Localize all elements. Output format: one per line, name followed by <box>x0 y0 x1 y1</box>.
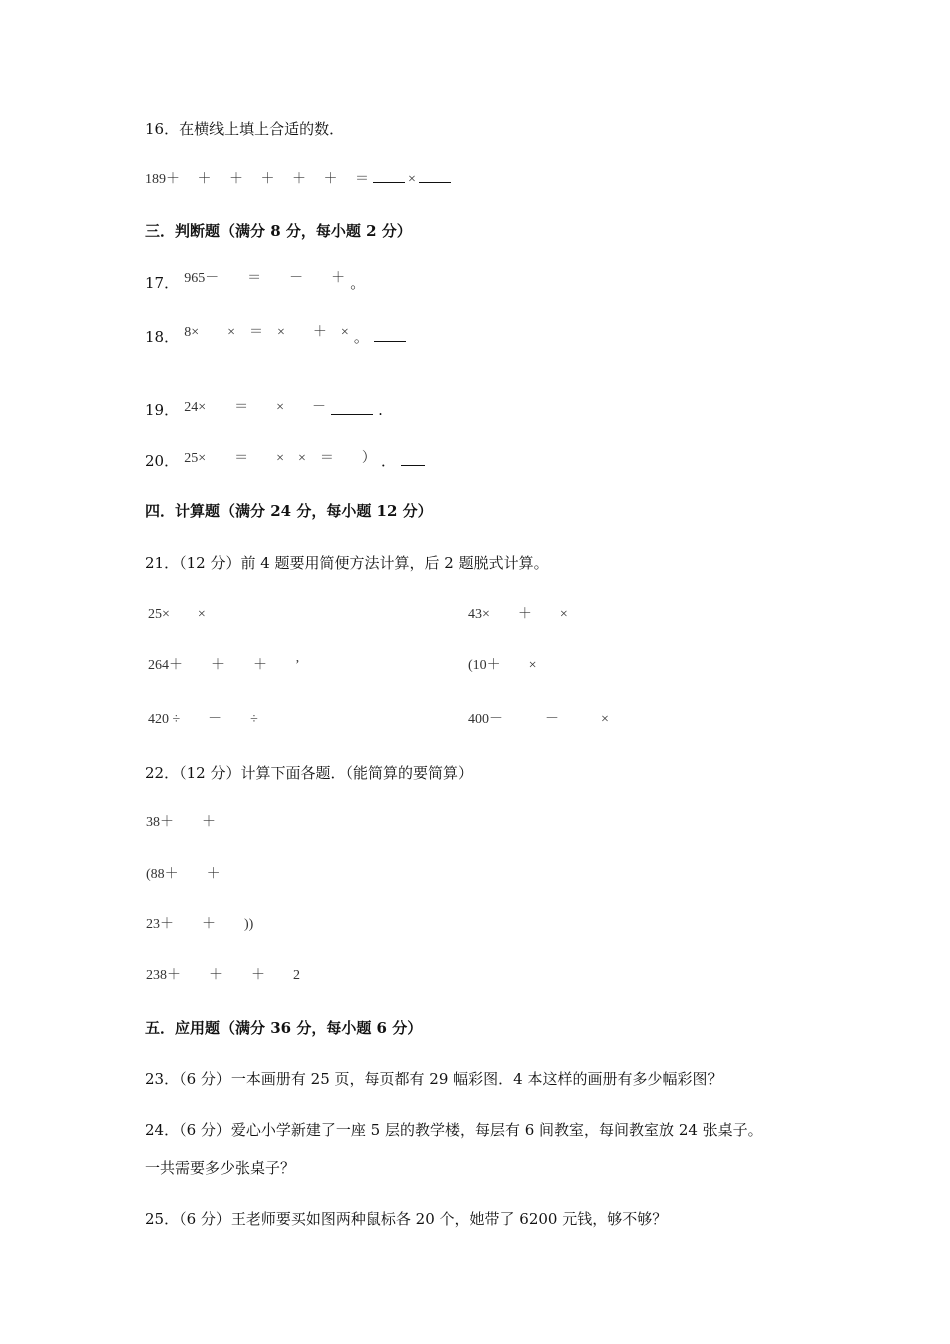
expression-text: 25× ＝ × × ＝ ） <box>184 451 376 466</box>
question-20 <box>145 450 425 471</box>
q21-item: 25× × <box>148 607 206 622</box>
tail-text: . <box>378 401 383 419</box>
answer-blank <box>331 400 373 415</box>
q21-item: 420 ÷ － ÷ <box>148 712 258 727</box>
section-3-heading: 三．判断题（满分 8 分，每小题 2 分） <box>145 222 412 240</box>
question-17 <box>145 272 365 293</box>
question-25: 25．（6 分）王老师要买如图两种鼠标各 20 个，她带了 6200 元钱，够不够？ <box>145 1210 668 1228</box>
answer-blank <box>419 168 451 183</box>
question-number: 18． <box>145 328 180 346</box>
expression-text: 8× × ＝ × ＋ × <box>184 325 349 340</box>
answer-blank <box>401 451 425 466</box>
expression-text: 24× ＝ × － <box>184 400 326 415</box>
tail-text: 。 <box>350 274 366 292</box>
q21-item: 43× ＋ × <box>468 607 568 622</box>
tail-text: ． <box>380 452 396 470</box>
expression-text: 965－ ＝ － ＋ <box>184 271 346 286</box>
tail-text: 。 <box>353 328 369 346</box>
question-number: 20． <box>145 452 180 470</box>
section-5-heading: 五．应用题（满分 36 分，每小题 6 分） <box>145 1019 423 1037</box>
question-22-label: 22．（12 分）计算下面各题．（能简算的要简算） <box>145 764 473 782</box>
answer-blank <box>373 168 405 183</box>
times-sign: × <box>408 172 416 187</box>
question-16-expression <box>145 168 451 188</box>
question-number: 19． <box>145 401 180 419</box>
question-24-line1: 24．（6 分）爱心小学新建了一座 5 层的教学楼，每层有 6 间教室，每间教室放 24 张桌子。 <box>145 1121 763 1139</box>
q22-item: 23＋ ＋ )) <box>146 917 254 932</box>
q21-item: 400－ － × <box>468 712 609 727</box>
question-19 <box>145 399 383 420</box>
q21-item: 264＋ ＋ ＋ ’ <box>148 658 300 673</box>
question-21-label: 21．（12 分）前 4 题要用简便方法计算，后 2 题脱式计算。 <box>145 554 549 572</box>
question-23: 23．（6 分）一本画册有 25 页，每页都有 29 幅彩图．4 本这样的画册有多少幅彩图？ <box>145 1070 723 1088</box>
question-24-line2: 一共需要多少张桌子？ <box>145 1159 296 1177</box>
question-18 <box>145 326 406 347</box>
q21-item: (10＋ × <box>468 658 537 673</box>
answer-blank <box>374 327 406 342</box>
section-4-heading: 四．计算题（满分 24 分，每小题 12 分） <box>145 502 433 520</box>
expression-text: 189＋ ＋ ＋ ＋ ＋ ＋ ＝ <box>145 172 369 187</box>
q22-item: 238＋ ＋ ＋ 2 <box>146 968 300 983</box>
question-16-label: 16．在横线上填上合适的数． <box>145 120 345 138</box>
q22-item: 38＋ ＋ <box>146 815 216 830</box>
question-number: 17． <box>145 274 180 292</box>
q22-item: (88＋ ＋ <box>146 867 221 882</box>
